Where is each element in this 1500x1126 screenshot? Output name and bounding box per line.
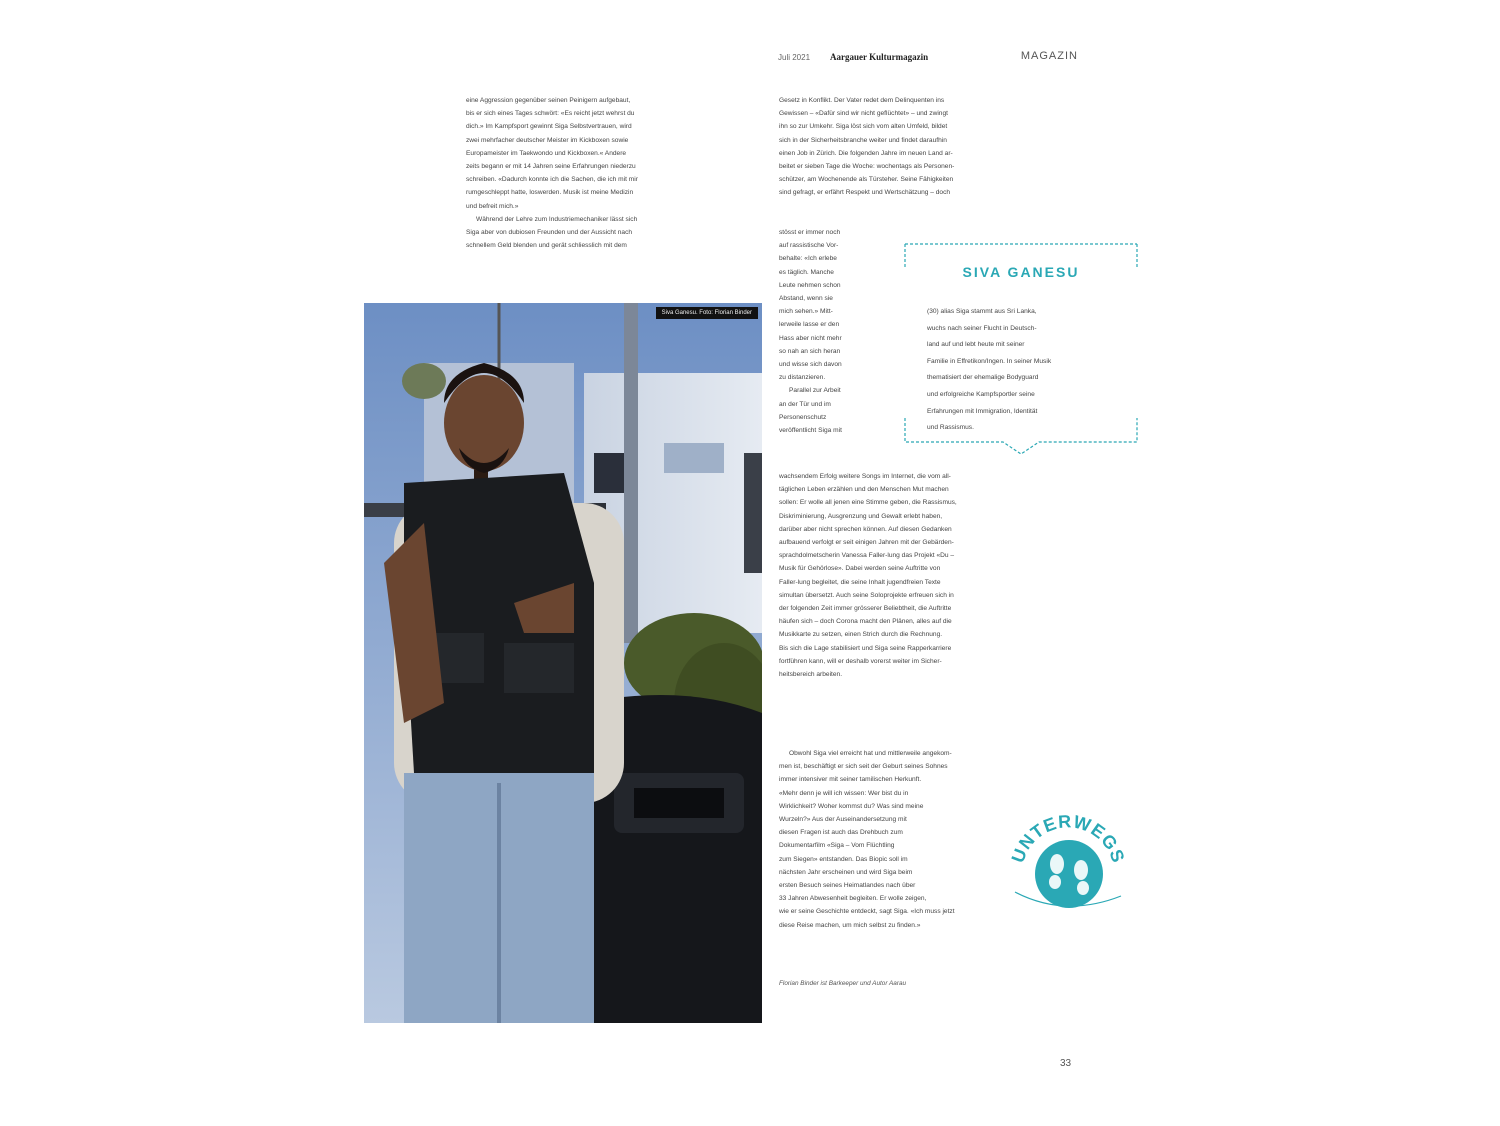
unterwegs-badge [1005, 792, 1131, 912]
infobox-text [927, 304, 1127, 437]
photo-illustration [364, 303, 762, 1023]
article-column-narrow [779, 226, 899, 437]
photo-caption: Siva Ganesu. Foto: Florian Binder [656, 307, 758, 319]
text-line: sich in der Sicherheitsbranche weiter und findet daraufhin [779, 136, 947, 144]
page-header [778, 50, 1078, 66]
text-line: täglichen Leben erzählen und den Menschen Mut machen [779, 486, 949, 494]
text-line: an der Tür und im [779, 400, 831, 408]
text-line: wuchs nach seiner Flucht in Deutsch- [927, 324, 1037, 332]
text-line: eine Aggression gegenüber seinen Peinigern aufgebaut, [466, 97, 631, 104]
text-line: sprachdolmetscherin Vanessa Faller-lung das Projekt «Du – [779, 552, 955, 560]
text-line: Musikkarte zu setzen, einen Strich durch die Rechnung. [779, 631, 943, 639]
text-line: bis er sich eines Tages schwört: «Es reicht jetzt wehrst du [466, 110, 635, 118]
magazine-name: Aargauer Kulturmagazin [830, 52, 929, 62]
text-line: Parallel zur Arbeit [789, 387, 841, 395]
text-line: häufen sich – doch Corona macht den Plänen, alles auf die [779, 618, 952, 626]
text-line: Musik für Gehörlose». Dabei werden seine Auftritte von [779, 565, 941, 573]
text-line: Europameister im Taekwondo und Kickboxen.« Andere [466, 149, 627, 157]
text-line: ersten Besuch seines Heimatlandes nach über [779, 882, 916, 890]
author-credit: Florian Binder ist Barkeeper und Autor Aarau [779, 980, 907, 987]
text-line: thematisiert der ehemalige Bodyguard [927, 374, 1039, 382]
text-line: 33 Jahren Abwesenheit begleiten. Er wolle zeigen, [779, 895, 927, 903]
text-line: es täglich. Manche [779, 268, 834, 276]
text-line: immer intensiver mit seiner tamilischen Herkunft. [779, 776, 922, 784]
text-line: heitsbereich arbeiten. [779, 671, 843, 679]
badge-text: UNTERWEGS [1007, 811, 1129, 866]
profile-infobox [903, 242, 1139, 447]
issue-date: Juli 2021 [778, 53, 811, 62]
text-line: beitet er sieben Tage die Woche: wochentags als Personen- [779, 163, 955, 171]
text-line: sind gefragt, er erfährt Respekt und Wertschätzung – doch [779, 189, 951, 197]
text-line: Während der Lehre zum Industriemechaniker lässt sich [476, 215, 638, 223]
text-line: Diskriminierung, Ausgrenzung und Gewalt erlebt haben, [779, 512, 943, 520]
text-line: men ist, beschäftigt er sich seit der Geburt seines Sohnes [779, 763, 948, 771]
text-line: zu distanzieren. [779, 374, 826, 382]
text-line: dich.» Im Kampfsport gewinnt Siga Selbstvertrauen, wird [466, 123, 632, 131]
text-line: Wurzeln?» Aus der Auseinandersetzung mit [779, 816, 907, 824]
text-line: zum Siegen» entstanden. Das Biopic soll im [779, 855, 908, 863]
text-line: Siga aber von dubiosen Freunden und der Aussicht nach [466, 229, 633, 237]
section-label: MAGAZIN [1020, 50, 1078, 62]
text-line: Personenschutz [779, 413, 827, 421]
article-column-right-end [779, 747, 999, 932]
text-line: und Rassismus. [927, 424, 974, 432]
text-line: Familie in Effretikon/Ingen. In seiner Musik [927, 357, 1052, 365]
text-line: sollen: Er wolle all jenen eine Stimme geben, die Rassismus, [779, 499, 957, 507]
text-line: ihn so zur Umkehr. Siga löst sich vom alten Umfeld, bildet [779, 123, 948, 131]
article-column-right-top [779, 94, 1069, 200]
text-line: rumgeschleppt hatte, loswerden. Musik ist meine Medizin [466, 189, 634, 197]
text-line: Bis sich die Lage stabilisiert und Siga seine Rapperkarriere [779, 644, 952, 652]
text-line: fortführen kann, will er deshalb vorerst weiter im Sicher- [779, 657, 942, 665]
text-line: Obwohl Siga viel erreicht hat und mittlerweile angekom- [789, 750, 952, 757]
text-line: diese Reise machen, um mich selbst zu finden.» [779, 921, 921, 929]
text-line: der folgenden Zeit immer grösserer Beliebtheit, die Auftritte [779, 605, 952, 613]
text-line: zwei mehrfacher deutscher Meister im Kickboxen sowie [466, 136, 629, 144]
text-line: veröffentlicht Siga mit [779, 427, 842, 435]
footprints-badge-icon [1005, 792, 1131, 912]
text-line: darüber aber nicht sprechen können. Auf diesen Gedanken [779, 525, 952, 533]
text-line: Gesetz in Konflikt. Der Vater redet dem Delinquenten ins [779, 97, 945, 104]
text-line: so nah an sich heran [779, 347, 841, 355]
text-line: land auf und lebt heute mit seiner [927, 341, 1025, 349]
text-line: (30) alias Siga stammt aus Sri Lanka, [927, 308, 1037, 315]
text-line: schnellem Geld blenden und gerät schliesslich mit dem [466, 242, 627, 250]
text-line: und befreit mich.» [466, 202, 519, 210]
text-line: wachsendem Erfolg weitere Songs im Internet, die vom all- [779, 473, 951, 480]
text-line: wie er seine Geschichte entdeckt, sagt Siga. «Ich muss jetzt [779, 908, 955, 916]
article-column-left [466, 94, 746, 252]
text-line: aufbauend verfolgt er seit einigen Jahren mit der Gebärden- [779, 539, 954, 547]
text-line: behalte: «Ich erlebe [779, 255, 837, 263]
infobox-title: SIVA GANESU [962, 264, 1080, 280]
text-line: mich sehen.» Mitt- [779, 308, 833, 316]
text-line: Erfahrungen mit Immigration, Identität [927, 407, 1038, 415]
text-line: Hass aber nicht mehr [779, 334, 842, 342]
page-number: 33 [1060, 1058, 1072, 1069]
text-line: lerweile lasse er den [779, 321, 840, 329]
text-line: «Mehr denn je will ich wissen: Wer bist du in [779, 789, 909, 797]
text-line: simultan übersetzt. Auch seine Soloprojekte erfreuen sich in [779, 591, 954, 599]
text-line: Dokumentarfilm «Siga – Vom Flüchtling [779, 842, 895, 850]
text-line: und erfolgreiche Kampfsportler seine [927, 390, 1035, 398]
text-line: und wisse sich davon [779, 361, 842, 369]
text-line: schützer, am Wochenende als Türsteher. Seine Fähigkeiten [779, 176, 954, 184]
text-line: diesen Fragen ist auch das Drehbuch zum [779, 829, 903, 837]
text-line: zeits begann er mit 14 Jahren seine Erfahrungen niederzu [466, 163, 636, 171]
text-line: nächsten Jahr erscheinen und wird Siga beim [779, 868, 913, 876]
text-line: stösst er immer noch [779, 229, 841, 236]
text-line: schreiben. «Dadurch konnte ich die Sachen, die ich mit mir [466, 176, 638, 184]
text-line: einen Job in Zürich. Die folgenden Jahre im neuen Land ar- [779, 149, 953, 157]
text-line: Wirklichkeit? Woher kommst du? Was sind meine [779, 802, 924, 810]
text-line: Abstand, wenn sie [779, 295, 833, 303]
article-column-right-bottom [779, 470, 1069, 681]
portrait-photo [364, 303, 762, 1023]
text-line: Faller-lung begleitet, die seine Inhalt jugendfreien Texte [779, 578, 941, 586]
text-line: Leute nehmen schon [779, 281, 841, 289]
text-line: auf rassistische Vor- [779, 242, 839, 250]
text-line: Gewissen – «Dafür sind wir nicht geflüchtet» – und zwingt [779, 110, 948, 118]
